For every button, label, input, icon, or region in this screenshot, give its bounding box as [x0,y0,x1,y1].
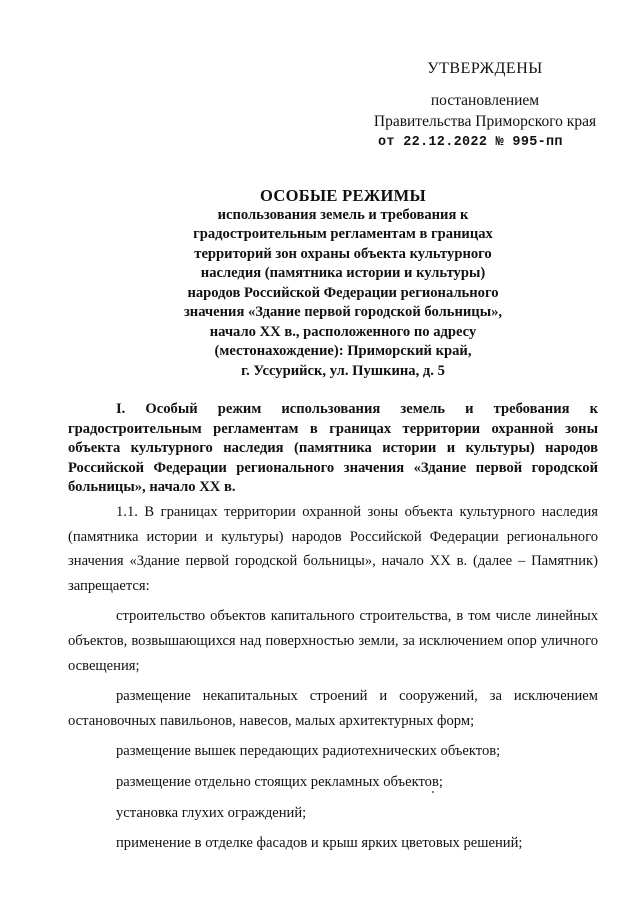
paragraph: применение в отделке фасадов и крыш ярких цветовых решений; [116,835,523,852]
section-heading: I. Особый режим использования земель и требования к градостроительным регламентам в границах территории охранной зоны объекта культурного наследия (памятника истории и культуры) народов Российской Федерации регионального значения «Здание первой городской больницы», начало XX в. [68,401,598,495]
title-line: (местонахождение): Приморский край, [214,343,472,359]
approval-block [360,58,610,153]
title-line: народов Российской Федерации регионального [187,284,499,301]
title-main: ОСОБЫЕ РЕЖИМЫ [260,186,426,205]
approval-line: постановлением [430,92,540,109]
title-line: территорий зон охраны объекта культурного [194,245,492,262]
paragraph: размещение некапитальных строений и сооружений, за исключением остановочных павильонов, навесов, малых архитектурных форм; [68,688,598,729]
title-line: значения «Здание первой городской больницы», [183,304,503,320]
body-text [68,500,598,856]
approval-heading: УТВЕРЖДЕНЫ [427,60,543,77]
title-line: наследия (памятника истории и культуры) [200,265,486,281]
approval-stamp: от 22.12.2022 № 995-пп [378,135,563,150]
paragraph: 1.1. В границах территории охранной зоны объекта культурного наследия (памятника истории и культуры) народов Российской Федерации регионального значения «Здание первой городской больницы», начало XX в. (далее – Памятник) запрещается: [68,504,598,594]
title-line: градостроительным регламентам в границах [193,226,493,242]
paragraph: размещение вышек передающих радиотехнических объектов; [116,743,501,760]
paragraph: размещение отдельно стоящих рекламных объектов; [116,773,443,790]
title-line: начало XX в., расположенного по адресу [209,323,477,340]
title-line: использования земель и требования к [217,206,469,223]
approval-line: Правительства Приморского края [373,113,597,130]
paragraph: установка глухих ограждений; [116,804,307,821]
scan-speck [432,791,434,793]
document-title [150,186,536,381]
paragraph: строительство объектов капитального строительства, в том числе линейных объектов, возвышающихся над поверхностью земли, за исключением опор уличного освещения; [68,608,598,674]
title-line: г. Уссурийск, ул. Пушкина, д. 5 [241,362,445,379]
